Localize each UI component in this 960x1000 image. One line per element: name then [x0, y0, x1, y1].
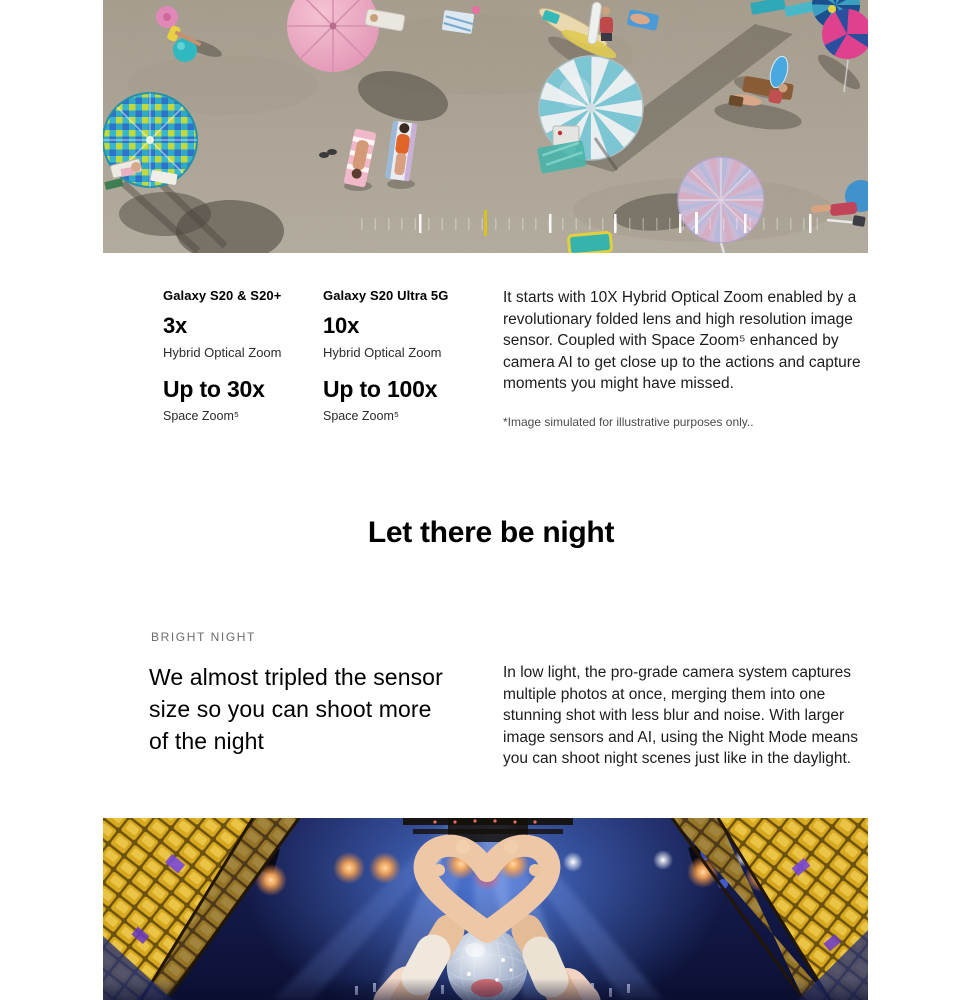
ruler-center-tick	[695, 212, 698, 234]
night-description: In low light, the pro-grade camera system captures multiple photos at once, merging them into one stunning shot with less blur and noise. With larger image sensors and AI, using the Night Mode means you can shoot night scenes just like in the daylight.	[503, 664, 858, 767]
zoom-description-block	[503, 287, 875, 429]
device-name: Galaxy S20 & S20+	[163, 288, 282, 303]
zoom-scale-ruler	[353, 210, 833, 238]
night-mode-concert-photo	[103, 818, 868, 1000]
night-section-heading: Let there be night	[367, 516, 615, 549]
space-zoom-label: Space Zoom⁵	[163, 409, 240, 423]
optical-zoom-value: 10x	[323, 313, 360, 338]
zoom-level-indicator	[484, 210, 487, 236]
ruler-major-ticks	[419, 214, 817, 233]
space-zoom-label: Space Zoom⁵	[323, 409, 400, 423]
night-headline: We almost tripled the sensor size so you can shoot more of the night	[149, 664, 443, 754]
space-zoom-value: Up to 30x	[163, 376, 265, 402]
image-disclaimer: *Image simulated for illustrative purposes only..	[503, 414, 754, 429]
zoom-description: It starts with 10X Hybrid Optical Zoom enabled by a revolutionary folded lens and high resolution image sensor. Coupled with Space Zoom⁵ enhanced by camera AI to get close up to the actions and capture moments you might have missed.	[503, 289, 861, 392]
space-zoom-value: Up to 100x	[323, 376, 438, 402]
concert-photo-art	[103, 818, 868, 1000]
spec-column-galaxy-s20	[163, 288, 318, 423]
optical-zoom-label: Hybrid Optical Zoom	[163, 345, 282, 360]
space-zoom-beach-photo	[103, 0, 868, 253]
optical-zoom-label: Hybrid Optical Zoom	[323, 345, 442, 360]
device-name: Galaxy S20 Ultra 5G	[323, 288, 449, 303]
optical-zoom-value: 3x	[163, 313, 188, 338]
spec-column-galaxy-s20-ultra	[323, 288, 478, 423]
bright-night-eyebrow: BRIGHT NIGHT	[151, 630, 256, 644]
